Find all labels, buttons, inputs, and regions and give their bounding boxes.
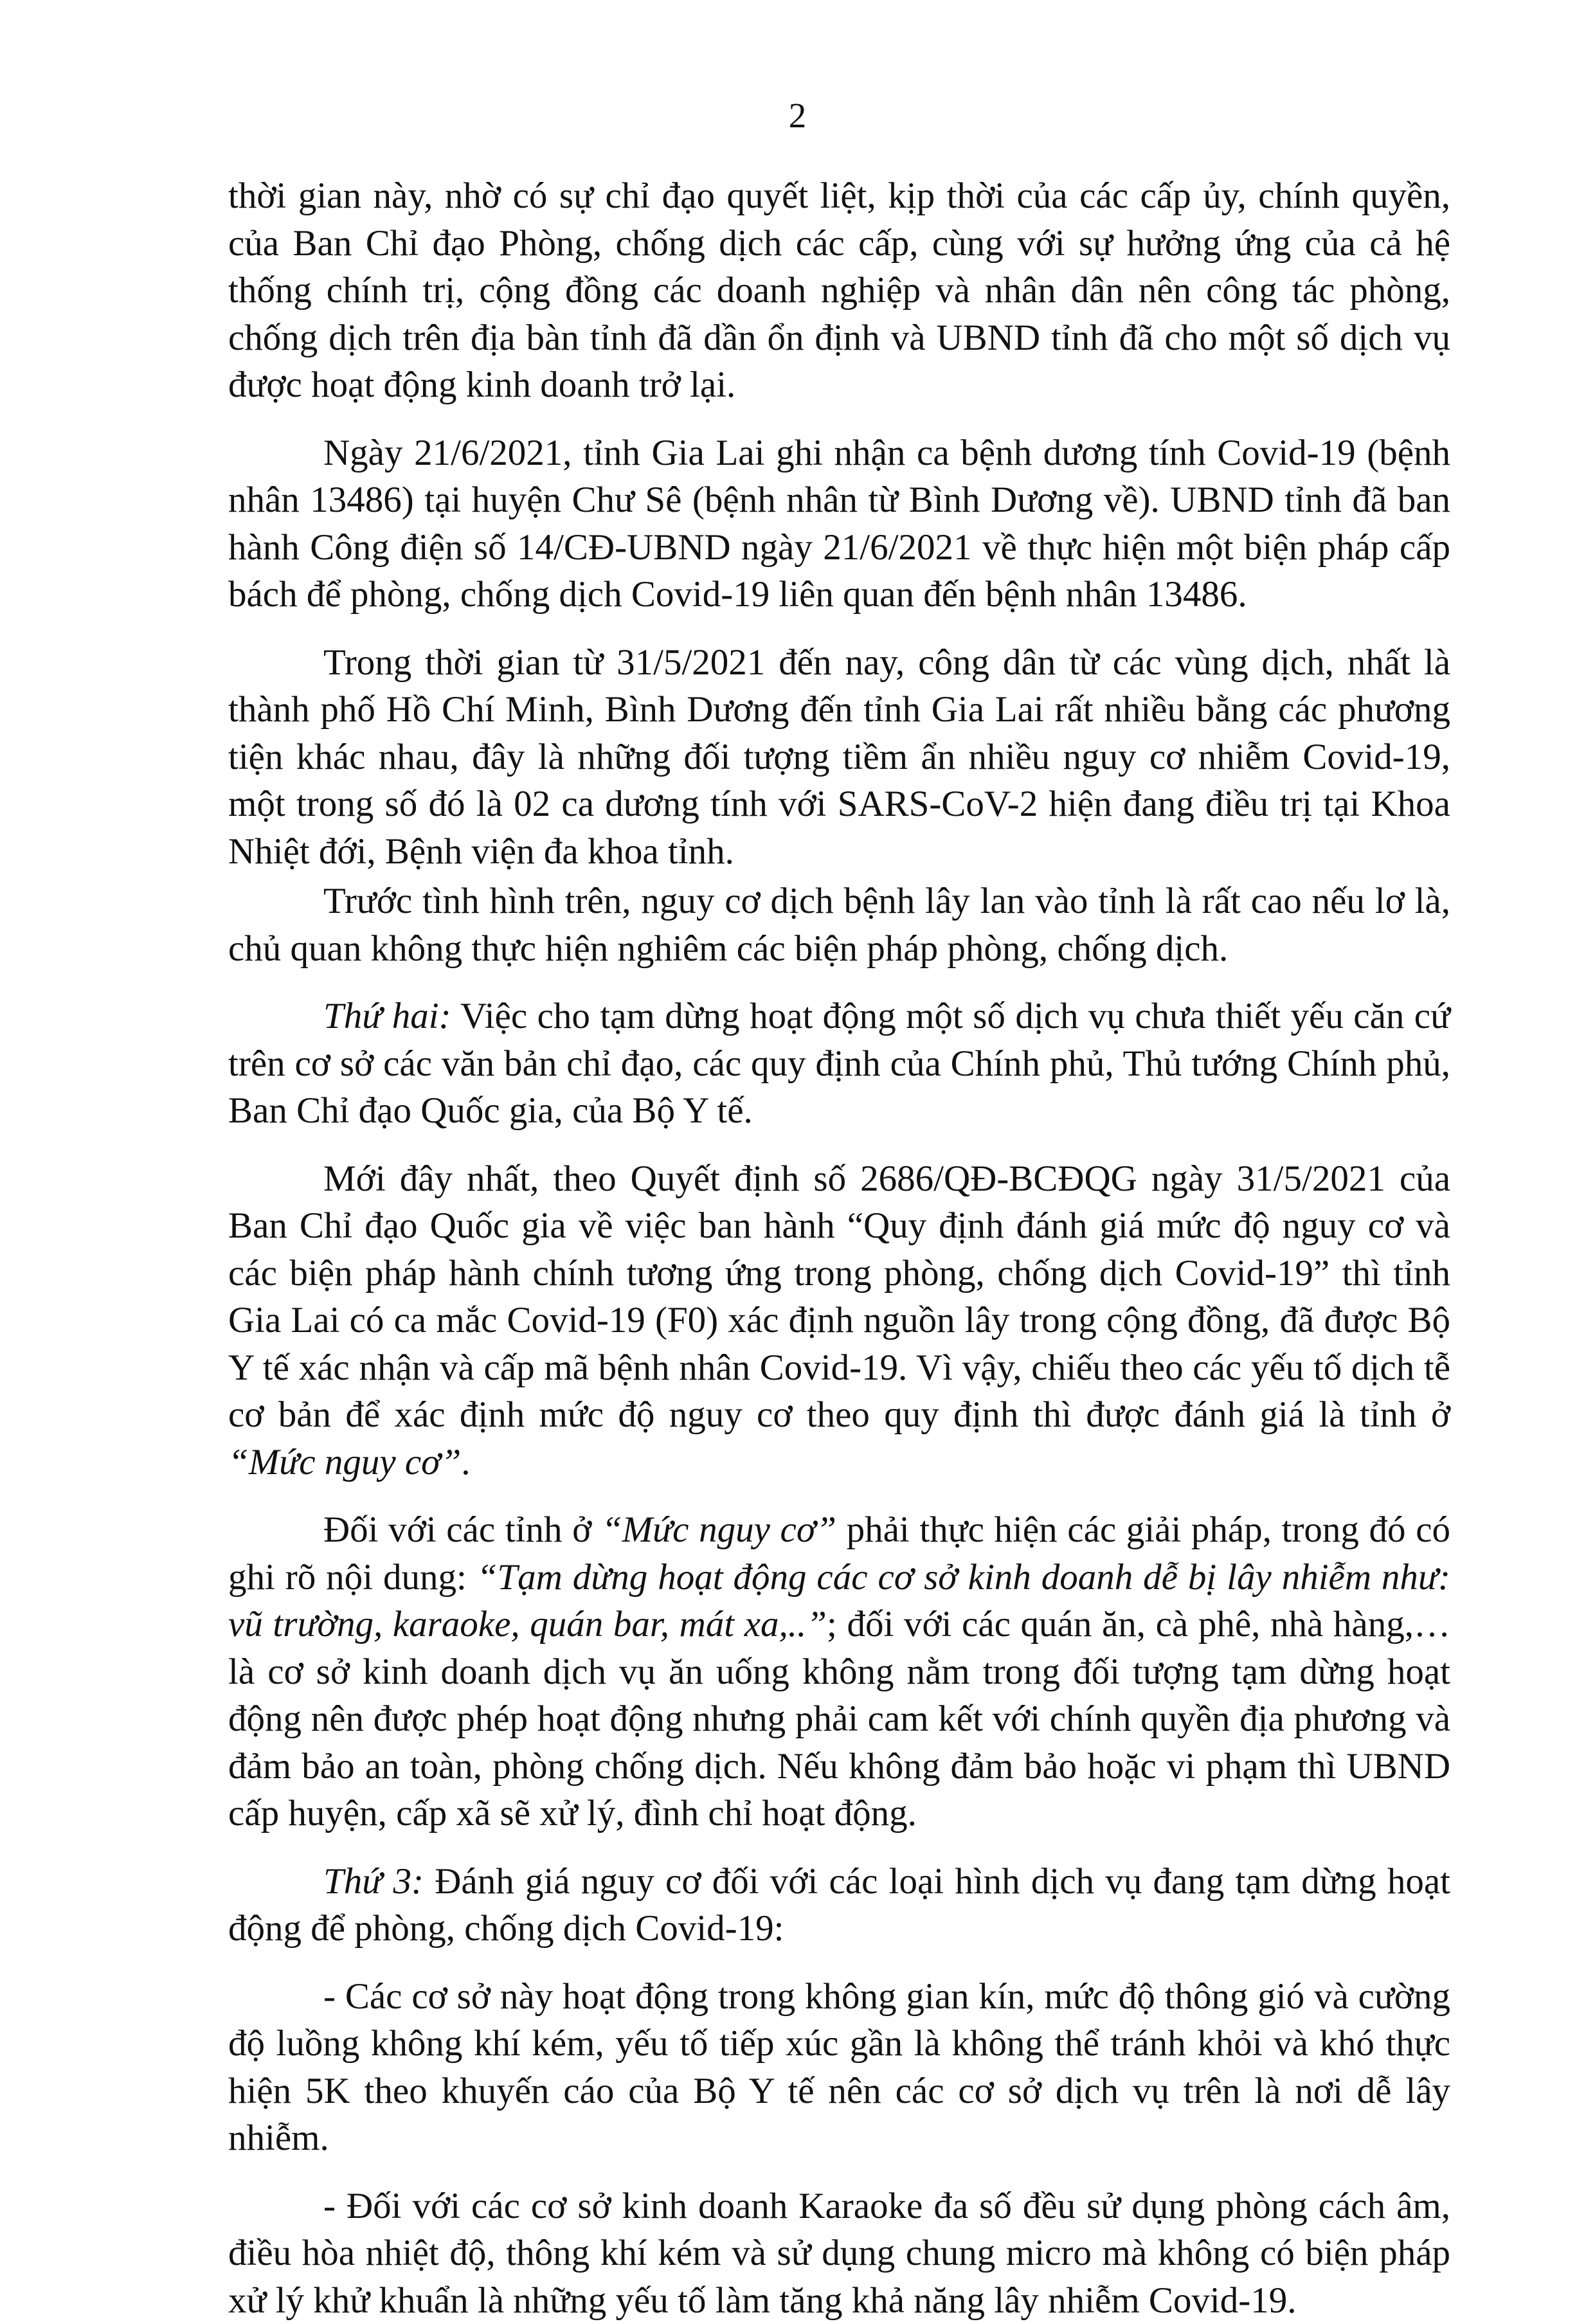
provinces-text-a: Đối với các tỉnh ở: [323, 1509, 602, 1550]
page-number: 2: [0, 96, 1595, 135]
paragraph-risk-warning: Trước tình hình trên, nguy cơ dịch bệnh lây lan vào tỉnh là rất cao nếu lơ là, chủ quan không thực hiện nghiêm các biện pháp phòng, chống dịch.: [228, 878, 1450, 972]
paragraph-third-point: [228, 1858, 1450, 1952]
paragraph-second-point: [228, 993, 1450, 1135]
provinces-text-b: phải thực hiện các giải pháp, trong đó có ghi rõ nội dung:: [228, 1509, 1450, 1598]
decision-text: Mới đây nhất, theo Quyết định số 2686/QĐ-BCĐQG ngày 31/5/2021 của Ban Chỉ đạo Quốc gia về việc ban hành “Quy định đánh giá mức độ nguy cơ và các biện pháp hành chính tương ứng trong phòng, chống dịch Covid-19” thì tỉnh Gia Lai có ca mắc Covid-19 (F0) xác định nguồn lây trong cộng đồng, đã được Bộ Y tế xác nhận và cấp mã bệnh nhân Covid-19. Vì vậy, chiếu theo các yếu tố dịch tễ cơ bản để xác định mức độ nguy cơ theo quy định thì được đánh giá là tỉnh ở: [228, 1158, 1450, 1436]
document-body: [228, 172, 1450, 2324]
paragraph-karaoke: - Đối với các cơ sở kinh doanh Karaoke đa số đều sử dụng phòng cách âm, điều hòa nhiệt độ, thông khí kém và sử dụng chung micro mà không có biện pháp xử lý khử khuẩn là những yếu tố làm tăng khả năng lây nhiễm Covid-19.: [228, 2183, 1450, 2324]
paragraph-decision: [228, 1155, 1450, 1486]
second-point-text: Việc cho tạm dừng hoạt động một số dịch vụ chưa thiết yếu căn cứ trên cơ sở các văn bản chỉ đạo, các quy định của Chính phủ, Thủ tướng Chính phủ, Ban Chỉ đạo Quốc gia, của Bộ Y tế.: [228, 996, 1450, 1131]
decision-end: .: [461, 1442, 470, 1482]
paragraph-enclosed-spaces: - Các cơ sở này hoạt động trong không gian kín, mức độ thông gió và cường độ luồng không khí kém, yếu tố tiếp xúc gần là không thể tránh khỏi và khó thực hiện 5K theo khuyến cáo của Bộ Y tế nên các cơ sở dịch vụ trên là nơi dễ lây nhiễm.: [228, 1973, 1450, 2162]
risk-level-term-2: “Mức nguy cơ”: [602, 1509, 836, 1550]
suspension-quote: “Tạm dừng hoạt động các cơ sở kinh doanh dễ bị lây nhiễm như: vũ trường, karaoke, quán bar, mát xa,..”: [228, 1557, 1450, 1645]
risk-level-term: “Mức nguy cơ”: [228, 1442, 461, 1482]
provinces-text-c: ; đối với các quán ăn, cà phê, nhà hàng,… là cơ sở kinh doanh dịch vụ ăn uống không nằm trong đối tượng tạm dừng hoạt động nên được phép hoạt động nhưng phải cam kết với chính quyền địa phương và đảm bảo an toàn, phòng chống dịch. Nếu không đảm bảo hoặc vi phạm thì UBND cấp huyện, cấp xã sẽ xử lý, đình chỉ hoạt động.: [228, 1604, 1450, 1833]
paragraph-provinces-at-risk: [228, 1506, 1450, 1837]
third-point-text: Đánh giá nguy cơ đối với các loại hình dịch vụ đang tạm dừng hoạt động để phòng, chống dịch Covid-19:: [228, 1861, 1450, 1949]
third-point-label: Thứ 3:: [323, 1861, 424, 1902]
second-point-label: Thứ hai:: [323, 996, 451, 1036]
paragraph-case-report: Ngày 21/6/2021, tỉnh Gia Lai ghi nhận ca bệnh dương tính Covid-19 (bệnh nhân 13486) tại huyện Chư Sê (bệnh nhân từ Bình Dương về). UBND tỉnh đã ban hành Công điện số 14/CĐ-UBND ngày 21/6/2021 về thực hiện một biện pháp cấp bách để phòng, chống dịch Covid-19 liên quan đến bệnh nhân 13486.: [228, 429, 1450, 618]
paragraph-continuation: thời gian này, nhờ có sự chỉ đạo quyết liệt, kịp thời của các cấp ủy, chính quyền, của Ban Chỉ đạo Phòng, chống dịch các cấp, cùng với sự hưởng ứng của cả hệ thống chính trị, cộng đồng các doanh nghiệp và nhân dân nên công tác phòng, chống dịch trên địa bàn tỉnh đã dần ổn định và UBND tỉnh đã cho một số dịch vụ được hoạt động kinh doanh trở lại.: [228, 172, 1450, 409]
paragraph-travelers: Trong thời gian từ 31/5/2021 đến nay, công dân từ các vùng dịch, nhất là thành phố Hồ Chí Minh, Bình Dương đến tỉnh Gia Lai rất nhiều bằng các phương tiện khác nhau, đây là những đối tượng tiềm ẩn nhiều nguy cơ nhiễm Covid-19, một trong số đó là 02 ca dương tính với SARS-CoV-2 hiện đang điều trị tại Khoa Nhiệt đới, Bệnh viện đa khoa tỉnh.: [228, 639, 1450, 876]
